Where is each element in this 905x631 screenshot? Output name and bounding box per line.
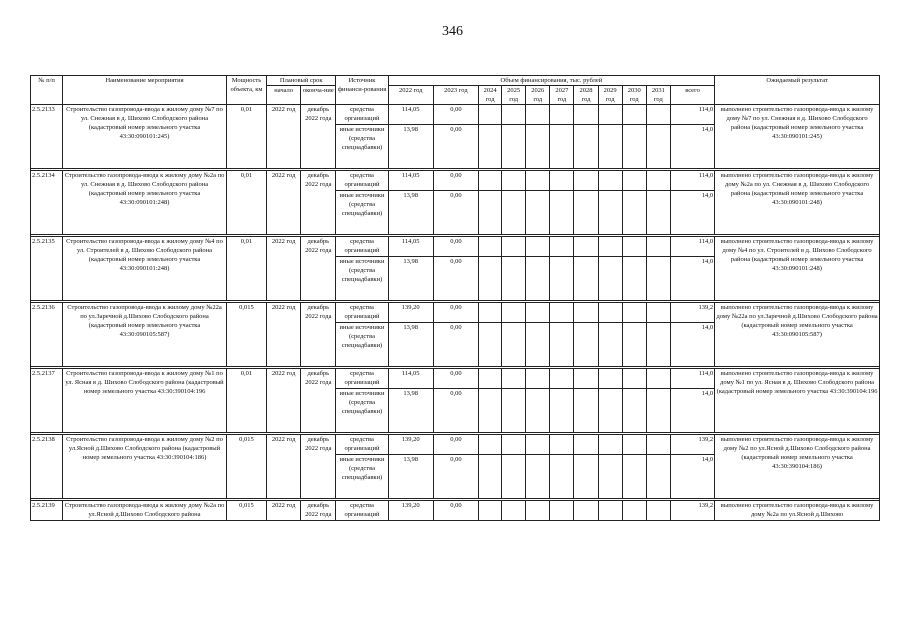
- amount-empty: [479, 323, 502, 367]
- amount-empty: [502, 237, 526, 257]
- amount-empty: [622, 389, 646, 433]
- amount-empty: [526, 257, 550, 301]
- amount-empty: [526, 435, 550, 455]
- end-date: декабрь 2022 года: [301, 303, 336, 367]
- table-row: [31, 369, 880, 389]
- header-plan-period: Плановый срок: [267, 76, 336, 86]
- amount-empty: [574, 105, 598, 125]
- amount-empty: [598, 303, 622, 323]
- amount-empty: [526, 501, 550, 521]
- capacity-value: 0,01: [226, 105, 266, 169]
- amount-2023: 0,00: [433, 369, 478, 389]
- amount-empty: [622, 369, 646, 389]
- header-year: 2023 год: [433, 86, 478, 105]
- capacity-value: 0,01: [226, 171, 266, 235]
- amount-empty: [646, 455, 670, 499]
- header-num: № п/п: [31, 76, 63, 105]
- funding-source: средства организаций: [336, 501, 388, 521]
- row-number: 2.5.2136: [31, 303, 63, 367]
- header-year: 2031 год: [646, 86, 670, 105]
- table-body: [31, 105, 880, 521]
- start-date: 2022 год: [267, 303, 301, 367]
- row-number: 2.5.2133: [31, 105, 63, 169]
- amount-empty: [502, 455, 526, 499]
- amount-empty: [479, 501, 502, 521]
- header-result: Ожидаемый результат: [715, 76, 880, 105]
- header-year: 2028 год: [574, 86, 598, 105]
- amount-empty: [622, 237, 646, 257]
- amount-2022: 114,05: [388, 369, 433, 389]
- amount-empty: [550, 237, 574, 257]
- start-date: 2022 год: [267, 171, 301, 235]
- end-date: декабрь 2022 года: [301, 105, 336, 169]
- amount-empty: [622, 105, 646, 125]
- measure-name: Строительство газопровода-ввода к жилому дому №2 по ул.Ясной д.Шихово Слободского района (кадастровый номер земельного участка 43:30:390104:186): [63, 435, 227, 499]
- capacity-value: 0,015: [226, 501, 266, 521]
- funding-source: средства организаций: [336, 303, 388, 323]
- table-row: [31, 501, 880, 521]
- amount-empty: [622, 171, 646, 191]
- expected-result: выполнено строительство газопровода-ввода к жилому дому №1 по ул. Ясная в д. Шихово Слободского района (кадастровый номер земельного участка 43:30:390104:196: [715, 369, 880, 433]
- amount-empty: [646, 501, 670, 521]
- expected-result: выполнено строительство газопровода-ввода к жилому дому №2а по ул.Ясной д.Шихово: [715, 501, 880, 521]
- amount-2022: 13,98: [388, 455, 433, 499]
- header-end: оконча-ние: [301, 86, 336, 105]
- expected-result: выполнено строительство газопровода-ввода к жилому дому №2а по ул. Снежная в д. Шихово Слободского района (кадастровый номер земельного участка 43:30:090101:248): [715, 171, 880, 235]
- amount-empty: [526, 125, 550, 169]
- measure-name: Строительство газопровода-ввода к жилому дому №2а по ул.Ясной д.Шихово Слободского района: [63, 501, 227, 521]
- end-date: декабрь 2022 года: [301, 171, 336, 235]
- table-header-row-1: [31, 76, 880, 86]
- header-year: 2025 год: [502, 86, 526, 105]
- amount-empty: [598, 171, 622, 191]
- amount-empty: [574, 389, 598, 433]
- amount-empty: [598, 257, 622, 301]
- amount-empty: [622, 455, 646, 499]
- amount-empty: [646, 303, 670, 323]
- amount-empty: [622, 125, 646, 169]
- row-number: 2.5.2138: [31, 435, 63, 499]
- amount-empty: [598, 323, 622, 367]
- amount-2022: 114,05: [388, 105, 433, 125]
- row-number: 2.5.2139: [31, 501, 63, 521]
- amount-total: 114,0: [670, 369, 714, 389]
- amount-empty: [550, 105, 574, 125]
- amount-empty: [479, 435, 502, 455]
- amount-empty: [574, 323, 598, 367]
- amount-empty: [526, 455, 550, 499]
- amount-empty: [574, 501, 598, 521]
- amount-total: 139,2: [670, 435, 714, 455]
- amount-empty: [479, 303, 502, 323]
- amount-empty: [574, 435, 598, 455]
- amount-total: 14,0: [670, 191, 714, 235]
- amount-2023: 0,00: [433, 257, 478, 301]
- header-source: Источник финанси-рования: [336, 76, 388, 105]
- end-date: декабрь 2022 года: [301, 237, 336, 301]
- amount-total: 14,0: [670, 323, 714, 367]
- amount-empty: [598, 455, 622, 499]
- amount-total: 14,0: [670, 455, 714, 499]
- amount-empty: [598, 389, 622, 433]
- amount-empty: [598, 435, 622, 455]
- amount-empty: [550, 125, 574, 169]
- header-start: начало: [267, 86, 301, 105]
- start-date: 2022 год: [267, 369, 301, 433]
- amount-total: 14,0: [670, 125, 714, 169]
- start-date: 2022 год: [267, 501, 301, 521]
- expected-result: выполнено строительство газопровода-ввода к жилому дому №2 по ул.Ясной д.Шихово Слободского района (кадастровый номер земельного участка 43:30:390104:186): [715, 435, 880, 499]
- header-year: 2024 год: [479, 86, 502, 105]
- measure-name: Строительство газопровода-ввода к жилому дому №22а по ул.Заречной д.Шихово Слободского района (кадастровый номер земельного участка 43:30:090105:587): [63, 303, 227, 367]
- amount-empty: [526, 303, 550, 323]
- amount-total: 114,0: [670, 105, 714, 125]
- amount-empty: [502, 435, 526, 455]
- funding-source: средства организаций: [336, 369, 388, 389]
- amount-empty: [479, 455, 502, 499]
- table-row: [31, 303, 880, 323]
- amount-empty: [646, 389, 670, 433]
- expected-result: выполнено строительство газопровода-ввода к жилому дому №7 по ул. Снежная в д. Шихово Слободского района (кадастровый номер земельного участка 43:30:090101:245): [715, 105, 880, 169]
- capacity-value: 0,01: [226, 369, 266, 433]
- amount-empty: [479, 369, 502, 389]
- amount-empty: [622, 501, 646, 521]
- row-number: 2.5.2134: [31, 171, 63, 235]
- amount-empty: [526, 191, 550, 235]
- row-number: 2.5.2137: [31, 369, 63, 433]
- amount-empty: [502, 389, 526, 433]
- funding-source: средства организаций: [336, 171, 388, 191]
- end-date: декабрь 2022 года: [301, 501, 336, 521]
- amount-2022: 13,98: [388, 389, 433, 433]
- amount-total: 114,0: [670, 171, 714, 191]
- amount-2022: 13,98: [388, 323, 433, 367]
- amount-empty: [479, 257, 502, 301]
- table-row: [31, 237, 880, 257]
- amount-2022: 139,20: [388, 435, 433, 455]
- measure-name: Строительство газопровода-ввода к жилому дому №7 по ул. Снежная в д. Шихово Слободского района (кадастровый номер земельного участка 43:30:090101:245): [63, 105, 227, 169]
- amount-empty: [574, 455, 598, 499]
- funding-source: иные источники (средства спецнадбавки): [336, 455, 388, 499]
- amount-empty: [479, 105, 502, 125]
- amount-empty: [646, 237, 670, 257]
- amount-empty: [550, 389, 574, 433]
- header-total: всего: [670, 86, 714, 105]
- amount-empty: [646, 125, 670, 169]
- row-number: 2.5.2135: [31, 237, 63, 301]
- amount-2023: 0,00: [433, 389, 478, 433]
- amount-empty: [598, 125, 622, 169]
- amount-empty: [574, 369, 598, 389]
- amount-empty: [479, 125, 502, 169]
- amount-empty: [646, 435, 670, 455]
- amount-empty: [646, 257, 670, 301]
- amount-empty: [622, 257, 646, 301]
- amount-empty: [622, 191, 646, 235]
- amount-2023: 0,00: [433, 455, 478, 499]
- header-year: 2027 год: [550, 86, 574, 105]
- amount-empty: [526, 171, 550, 191]
- end-date: декабрь 2022 года: [301, 435, 336, 499]
- expected-result: выполнено строительство газопровода-ввода к жилому дому №4 по ул. Строителей в д. Шихово Слободского района (кадастровый номер земельного участка 43:30:090101:248): [715, 237, 880, 301]
- funding-source: иные источники (средства спецнадбавки): [336, 125, 388, 169]
- amount-empty: [526, 389, 550, 433]
- amount-empty: [550, 435, 574, 455]
- amount-empty: [574, 191, 598, 235]
- amount-empty: [502, 303, 526, 323]
- page-number: 346: [442, 24, 463, 39]
- amount-empty: [479, 171, 502, 191]
- capacity-value: 0,015: [226, 303, 266, 367]
- amount-2023: 0,00: [433, 323, 478, 367]
- amount-empty: [646, 191, 670, 235]
- amount-2023: 0,00: [433, 237, 478, 257]
- amount-empty: [526, 369, 550, 389]
- funding-source: средства организаций: [336, 105, 388, 125]
- amount-empty: [479, 191, 502, 235]
- amount-empty: [598, 369, 622, 389]
- amount-empty: [502, 369, 526, 389]
- amount-2022: 13,98: [388, 125, 433, 169]
- amount-empty: [550, 191, 574, 235]
- amount-2022: 13,98: [388, 191, 433, 235]
- funding-source: иные источники (средства спецнадбавки): [336, 257, 388, 301]
- start-date: 2022 год: [267, 237, 301, 301]
- amount-empty: [502, 105, 526, 125]
- amount-empty: [479, 237, 502, 257]
- header-year: 2030 год: [622, 86, 646, 105]
- measure-name: Строительство газопровода-ввода к жилому дому №1 по ул. Ясная в д. Шихово Слободского района (кадастровый номер земельного участка 43:30:390104:196: [63, 369, 227, 433]
- amount-empty: [622, 323, 646, 367]
- start-date: 2022 год: [267, 105, 301, 169]
- amount-empty: [526, 237, 550, 257]
- amount-empty: [526, 105, 550, 125]
- amount-2023: 0,00: [433, 125, 478, 169]
- amount-empty: [598, 191, 622, 235]
- amount-empty: [646, 323, 670, 367]
- expected-result: выполнено строительство газопровода-ввода к жилому дому №22а по ул.Заречной д.Шихово Слободского района (кадастровый номер земельного участка 43:30:090105:587): [715, 303, 880, 367]
- amount-empty: [646, 105, 670, 125]
- header-name: Наименование мероприятия: [63, 76, 227, 105]
- amount-empty: [550, 501, 574, 521]
- header-capacity: Мощность объекта, км: [226, 76, 266, 105]
- amount-2023: 0,00: [433, 303, 478, 323]
- amount-total: 14,0: [670, 389, 714, 433]
- amount-empty: [550, 369, 574, 389]
- measure-name: Строительство газопровода-ввода к жилому дому №4 по ул. Строителей в д. Шихово Слободского района (кадастровый номер земельного участка 43:30:090101:248): [63, 237, 227, 301]
- amount-2022: 13,98: [388, 257, 433, 301]
- amount-empty: [574, 237, 598, 257]
- table-row: [31, 171, 880, 191]
- amount-total: 14,0: [670, 257, 714, 301]
- amount-empty: [574, 257, 598, 301]
- amount-empty: [502, 171, 526, 191]
- capacity-value: 0,01: [226, 237, 266, 301]
- funding-source: иные источники (средства спецнадбавки): [336, 323, 388, 367]
- amount-empty: [550, 323, 574, 367]
- funding-table: [30, 75, 880, 521]
- amount-empty: [598, 105, 622, 125]
- amount-empty: [598, 501, 622, 521]
- funding-source: средства организаций: [336, 435, 388, 455]
- amount-empty: [646, 369, 670, 389]
- amount-empty: [526, 323, 550, 367]
- amount-empty: [502, 501, 526, 521]
- amount-empty: [622, 435, 646, 455]
- amount-2022: 139,20: [388, 501, 433, 521]
- amount-total: 139,2: [670, 501, 714, 521]
- amount-2023: 0,00: [433, 191, 478, 235]
- header-year: 2026 год: [526, 86, 550, 105]
- amount-total: 114,0: [670, 237, 714, 257]
- amount-2023: 0,00: [433, 435, 478, 455]
- amount-empty: [574, 171, 598, 191]
- table-row: [31, 105, 880, 125]
- end-date: декабрь 2022 года: [301, 369, 336, 433]
- funding-source: средства организаций: [336, 237, 388, 257]
- amount-empty: [646, 171, 670, 191]
- amount-empty: [502, 257, 526, 301]
- amount-empty: [574, 303, 598, 323]
- amount-2023: 0,00: [433, 171, 478, 191]
- funding-source: иные источники (средства спецнадбавки): [336, 389, 388, 433]
- amount-total: 139,2: [670, 303, 714, 323]
- amount-2023: 0,00: [433, 105, 478, 125]
- amount-2022: 114,05: [388, 237, 433, 257]
- amount-empty: [550, 257, 574, 301]
- header-funding-volume: Объем финансирования, тыс. рублей: [388, 76, 715, 86]
- amount-2022: 139,20: [388, 303, 433, 323]
- amount-empty: [502, 323, 526, 367]
- amount-empty: [502, 125, 526, 169]
- amount-empty: [550, 171, 574, 191]
- amount-empty: [550, 455, 574, 499]
- amount-empty: [622, 303, 646, 323]
- amount-2022: 114,05: [388, 171, 433, 191]
- measure-name: Строительство газопровода-ввода к жилому дому №2а по ул. Снежная в д. Шихово Слободского района (кадастровый номер земельного участка 43:30:090101:248): [63, 171, 227, 235]
- amount-empty: [479, 389, 502, 433]
- amount-empty: [598, 237, 622, 257]
- funding-source: иные источники (средства спецнадбавки): [336, 191, 388, 235]
- amount-empty: [574, 125, 598, 169]
- amount-empty: [550, 303, 574, 323]
- start-date: 2022 год: [267, 435, 301, 499]
- table-row: [31, 435, 880, 455]
- capacity-value: 0,015: [226, 435, 266, 499]
- header-year: 2022 год: [388, 86, 433, 105]
- amount-2023: 0,00: [433, 501, 478, 521]
- header-year: 2029 год: [598, 86, 622, 105]
- amount-empty: [502, 191, 526, 235]
